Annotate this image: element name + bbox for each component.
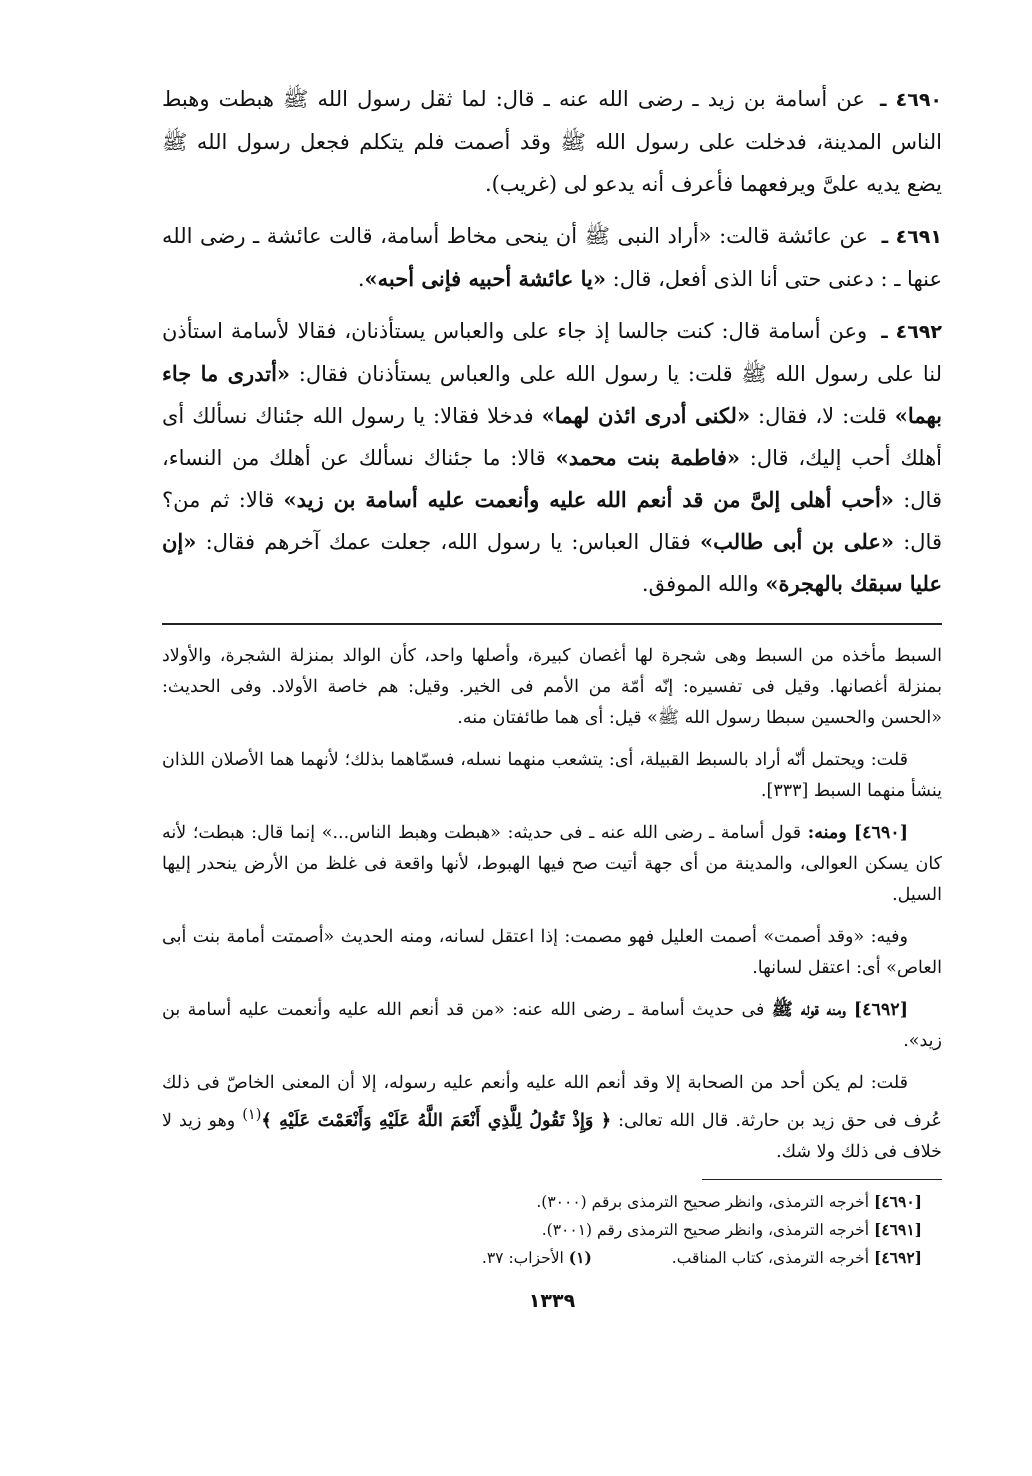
- commentary-text: فى حديث أسامة ـ رضى الله عنه: «من قد أنعم الله عليه وأنعمت عليه أسامة بن زيد».: [162, 1000, 942, 1051]
- footnote-ref: (١): [242, 1106, 262, 1123]
- hadith-number: ٤٦٩٠ ـ: [880, 89, 943, 111]
- hadith-text: قالا: ثم من؟ قال:: [162, 488, 942, 554]
- commentary-paragraph: [162, 995, 942, 1057]
- page-number: ١٣٣٩: [528, 1289, 576, 1312]
- footnote-item: [162, 1188, 922, 1216]
- hadith-text: قلت: لا، فقال:: [750, 404, 895, 428]
- commentary-paragraph: [162, 818, 942, 911]
- hadith-4691: [162, 215, 942, 300]
- hadith-text: والله الموفق.: [641, 572, 766, 596]
- hadith-text: وعن أسامة قال: كنت جالسا إذ جاء على والعباس يستأذنان، فقالا لأسامة استأذن لنا على رسول الله ﷺ قلت: يا رسول الله على والعباس يستأذنان فقال:: [162, 319, 942, 386]
- hadith-number: ٤٦٩٢ ـ: [881, 321, 942, 343]
- footnote-number: [٤٦٩١]: [874, 1219, 922, 1239]
- hadith-number: ٤٦٩١ ـ: [881, 226, 942, 248]
- prophet-quote: «أحب أهلى إلىَّ من قد أنعم الله عليه وأنعمت عليه أسامة بن زيد»: [283, 487, 894, 512]
- commentary-paragraph: وفيه: «وقد أصمت» أصمت العليل فهو مصمت: إذا اعتقل لسانه، ومنه الحديث «أصمتت أمامة بنت أبى العاص» أى: اعتقل لسانها.: [162, 927, 942, 978]
- prophet-quote: «فاطمة بنت محمد»: [555, 445, 741, 470]
- footnote-item: [162, 1216, 922, 1244]
- hadith-4692: [162, 310, 942, 605]
- hadith-text: قالا: ما جئناك نسألك عن أهلك من النساء، قال:: [162, 446, 942, 512]
- commentary-text: قلت: لم يكن أحد من الصحابة إلا وقد أنعم الله عليه وأنعم عليه رسوله، إلا أن المعنى الخاصّ فى ذلك عُرف فى حق زيد بن حارثة. قال الله تعالى:: [162, 1073, 942, 1131]
- footnote-item: [672, 1244, 922, 1272]
- prophet-quote: «يا عائشة أحبيه فإنى أحبه»: [364, 266, 606, 291]
- commentary-paragraph: [162, 1068, 942, 1168]
- footnote-divider: [702, 1179, 942, 1180]
- commentary-paragraph: قلت: ويحتمل أنّه أراد بالسبط القبيلة، أى: يتشعب منهما نسله، فسمّاهما بذلك؛ لأنهما هما الأصلان اللذان ينشأ منهما السبط [٣٣٣].: [162, 750, 942, 801]
- hadith-4690: [162, 78, 942, 205]
- hadith-text: فقال العباس: يا رسول الله، جعلت عمك آخرهم فقال:: [196, 530, 701, 554]
- section-divider: [162, 623, 942, 625]
- footnote-text: الأحزاب: ٣٧.: [481, 1248, 569, 1267]
- quran-verse: ﴿ وَإِذْ تَقُولُ لِلَّذِي أَنْعَمَ اللَّهُ عَلَيْهِ وَأَنْعَمْتَ عَلَيْهِ ﴾: [261, 1110, 612, 1131]
- footnote-text: أخرجه الترمذى، وانظر صحيح الترمذى برقم (٣٠٠٠).: [536, 1192, 874, 1211]
- footnote-item: [482, 1244, 592, 1272]
- footnote-gap: [592, 1244, 672, 1272]
- hadith-text: فدخلا فقالا: يا رسول الله جئناك نسألك أى أهلك أحب إليك، قال:: [162, 404, 942, 470]
- prophet-quote: «لكنى أدرى ائذن لهما»: [541, 403, 751, 428]
- footnote-text: أخرجه الترمذى، كتاب المناقب.: [671, 1248, 874, 1267]
- commentary-lead: [٤٦٩٢] ومنه قوله ﷺ: [771, 1000, 908, 1020]
- hadith-text: عن أسامة بن زيد ـ رضى الله عنه ـ قال: لما ثقل رسول الله ﷺ هبطت وهبط الناس المدينة، فدخلت على رسول الله ﷺ وقد أصمت فلم يتكلم فجعل رسول الله ﷺ يضع يديه علىَّ ويرفعهما فأعرف أنه يدعو لى (غريب).: [162, 87, 942, 196]
- hadith-text: عن عائشة قالت: «أراد النبى ﷺ أن ينحى مخاط أسامة، قالت عائشة ـ رضى الله عنها ـ : دعنى حتى أنا الذى أفعل، قال:: [162, 224, 942, 291]
- footnotes: [162, 1188, 942, 1272]
- page-content: [162, 78, 942, 1312]
- commentary-lead: [٤٦٩٠] ومنه:: [807, 823, 908, 843]
- prophet-quote: «إن عليا سبقك بالهجرة»: [162, 529, 942, 596]
- footnote-number: [٤٦٩٢]: [874, 1247, 922, 1267]
- hadith-text: .: [357, 267, 365, 291]
- prophet-quote: «أتدرى ما جاء بهما»: [162, 361, 942, 428]
- footnote-number: [٤٦٩٠]: [874, 1191, 922, 1211]
- footnote-number: (١): [568, 1247, 592, 1267]
- commentary-text: قول أسامة ـ رضى الله عنه ـ فى حديثه: «هبطت وهبط الناس...» إنما قال: هبطت؛ لأنه كان يسكن العوالى، والمدينة من أى جهة أتيت صح فيها الهبوط، لأنها واقعة فى غلظ من الأرض ينحدر إليها السيل.: [162, 823, 942, 905]
- footnote-row: [162, 1244, 922, 1272]
- prophet-quote: «على بن أبى طالب»: [700, 529, 894, 554]
- commentary-paragraph: السبط مأخذه من السبط وهى شجرة لها أغصان كبيرة، وأصلها واحد، كأن الوالد بمنزلة الشجرة، والأولاد بمنزلة أغصانها. وقيل فى تفسيره: إنّه أمّة من الأمم فى الخير. وقيل: هم خاصة الأولاد. وفى الحديث: «الحسن والحسين سبطا رسول الله ﷺ» قيل: أى هما طائفتان منه.: [162, 646, 942, 728]
- footnote-text: أخرجه الترمذى، وانظر صحيح الترمذى رقم (٣٠٠١).: [541, 1220, 874, 1239]
- commentary-text: وهو زيد لا خلاف فى ذلك ولا شك.: [162, 1110, 942, 1162]
